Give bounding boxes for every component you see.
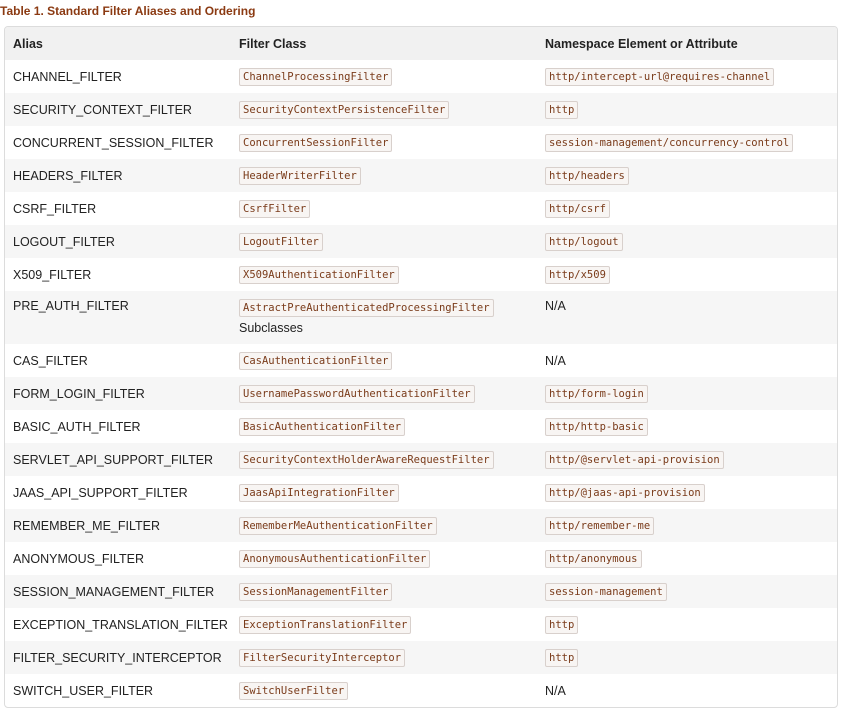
namespace-code: session-management/concurrency-control: [545, 134, 793, 152]
table-row: [5, 608, 837, 641]
filter-class-cell: [231, 192, 537, 225]
namespace-code: http/remember-me: [545, 517, 654, 535]
filter-class-code: CasAuthenticationFilter: [239, 352, 392, 370]
filter-class-cell: [231, 291, 537, 344]
alias-text: LOGOUT_FILTER: [13, 234, 115, 249]
alias-text: ANONYMOUS_FILTER: [13, 551, 145, 566]
alias-text: FORM_LOGIN_FILTER: [13, 386, 145, 401]
namespace-code: http/anonymous: [545, 550, 642, 568]
namespace-cell: [537, 641, 837, 674]
alias-cell: [5, 575, 231, 608]
table-row: [5, 258, 837, 291]
alias-cell: [5, 93, 231, 126]
namespace-cell: [537, 291, 837, 344]
alias-cell: [5, 126, 231, 159]
namespace-code: http/csrf: [545, 200, 610, 218]
filter-class-code: HeaderWriterFilter: [239, 167, 361, 185]
alias-text: SWITCH_USER_FILTER: [13, 683, 154, 698]
filter-class-code: X509AuthenticationFilter: [239, 266, 399, 284]
namespace-cell: [537, 159, 837, 192]
alias-text: PRE_AUTH_FILTER: [13, 299, 129, 313]
filter-class-cell: [231, 126, 537, 159]
filter-class-code: BasicAuthenticationFilter: [239, 418, 405, 436]
filter-class-cell: [231, 225, 537, 258]
alias-cell: [5, 608, 231, 641]
alias-text: HEADERS_FILTER: [13, 168, 123, 183]
alias-text: SECURITY_CONTEXT_FILTER: [13, 102, 192, 117]
alias-cell: [5, 410, 231, 443]
table-row: [5, 291, 837, 344]
table-row: [5, 509, 837, 542]
filter-class-cell: [231, 60, 537, 93]
namespace-cell: [537, 509, 837, 542]
alias-text: BASIC_AUTH_FILTER: [13, 419, 141, 434]
table-row: [5, 60, 837, 93]
column-header-alias: Alias: [5, 27, 231, 60]
namespace-code: http/@jaas-api-provision: [545, 484, 705, 502]
table-header-row: [5, 27, 837, 60]
alias-text: CHANNEL_FILTER: [13, 69, 122, 84]
namespace-code: http: [545, 616, 578, 634]
table-row: [5, 225, 837, 258]
table-body: [5, 60, 837, 707]
filter-class-cell: [231, 476, 537, 509]
column-header-namespace: Namespace Element or Attribute: [537, 27, 837, 60]
filter-class-cell: [231, 674, 537, 707]
filter-class-code: SecurityContextHolderAwareRequestFilter: [239, 451, 494, 469]
namespace-cell: [537, 225, 837, 258]
filter-class-code: SecurityContextPersistenceFilter: [239, 101, 449, 119]
filter-class-cell: [231, 258, 537, 291]
filter-class-cell: [231, 542, 537, 575]
filter-class-cell: [231, 443, 537, 476]
filter-class-code: ExceptionTranslationFilter: [239, 616, 411, 634]
alias-cell: [5, 159, 231, 192]
table-row: [5, 476, 837, 509]
namespace-cell: [537, 443, 837, 476]
namespace-code: http/@servlet-api-provision: [545, 451, 724, 469]
alias-text: EXCEPTION_TRANSLATION_FILTER: [13, 617, 228, 632]
namespace-cell: [537, 608, 837, 641]
alias-text: SESSION_MANAGEMENT_FILTER: [13, 584, 215, 599]
namespace-cell: [537, 476, 837, 509]
namespace-cell: [537, 377, 837, 410]
namespace-text: N/A: [545, 353, 566, 368]
table-row: [5, 542, 837, 575]
table-row: [5, 159, 837, 192]
table-row: [5, 641, 837, 674]
alias-text: CAS_FILTER: [13, 353, 88, 368]
filter-class-code: LogoutFilter: [239, 233, 323, 251]
alias-cell: [5, 509, 231, 542]
filter-class-code: ChannelProcessingFilter: [239, 68, 392, 86]
namespace-code: http: [545, 101, 578, 119]
alias-cell: [5, 377, 231, 410]
alias-cell: [5, 542, 231, 575]
filter-class-cell: [231, 377, 537, 410]
filter-class-cell: [231, 608, 537, 641]
filter-class-code: AstractPreAuthenticatedProcessingFilter: [239, 299, 494, 317]
namespace-text: N/A: [545, 683, 566, 698]
namespace-code: http/x509: [545, 266, 610, 284]
alias-text: FILTER_SECURITY_INTERCEPTOR: [13, 650, 222, 665]
table-row: [5, 674, 837, 707]
namespace-code: session-management: [545, 583, 667, 601]
alias-cell: [5, 225, 231, 258]
namespace-cell: [537, 192, 837, 225]
table-caption: Table 1. Standard Filter Aliases and Ordering: [0, 4, 256, 18]
alias-text: SERVLET_API_SUPPORT_FILTER: [13, 452, 214, 467]
namespace-cell: [537, 575, 837, 608]
filter-class-cell: [231, 344, 537, 377]
alias-text: X509_FILTER: [13, 267, 92, 282]
alias-text: REMEMBER_ME_FILTER: [13, 518, 161, 533]
alias-cell: [5, 641, 231, 674]
filter-class-code: ConcurrentSessionFilter: [239, 134, 392, 152]
alias-cell: [5, 60, 231, 93]
namespace-cell: [537, 258, 837, 291]
namespace-code: http/logout: [545, 233, 623, 251]
filter-table-container: [4, 26, 838, 708]
filter-class-cell: [231, 159, 537, 192]
filter-class-code: UsernamePasswordAuthenticationFilter: [239, 385, 475, 403]
filter-class-code: SwitchUserFilter: [239, 682, 348, 700]
filter-table: [5, 27, 837, 707]
alias-cell: [5, 258, 231, 291]
filter-class-code: SessionManagementFilter: [239, 583, 392, 601]
table-row: [5, 93, 837, 126]
namespace-code: http/intercept-url@requires-channel: [545, 68, 774, 86]
namespace-cell: [537, 344, 837, 377]
namespace-cell: [537, 410, 837, 443]
table-row: [5, 192, 837, 225]
namespace-cell: [537, 60, 837, 93]
namespace-cell: [537, 674, 837, 707]
filter-class-code: RememberMeAuthenticationFilter: [239, 517, 437, 535]
filter-class-cell: [231, 410, 537, 443]
alias-cell: [5, 443, 231, 476]
alias-cell: [5, 344, 231, 377]
table-row: [5, 344, 837, 377]
table-row: [5, 575, 837, 608]
filter-class-cell: [231, 575, 537, 608]
alias-cell: [5, 674, 231, 707]
namespace-code: http/http-basic: [545, 418, 648, 436]
namespace-cell: [537, 93, 837, 126]
alias-cell: [5, 192, 231, 225]
alias-cell: [5, 476, 231, 509]
namespace-cell: [537, 542, 837, 575]
namespace-code: http/headers: [545, 167, 629, 185]
filter-class-code: CsrfFilter: [239, 200, 310, 218]
filter-class-cell: [231, 93, 537, 126]
filter-class-cell: [231, 509, 537, 542]
table-row: [5, 443, 837, 476]
alias-text: CSRF_FILTER: [13, 201, 97, 216]
filter-class-code: FilterSecurityInterceptor: [239, 649, 405, 667]
alias-text: CONCURRENT_SESSION_FILTER: [13, 135, 214, 150]
namespace-code: http/form-login: [545, 385, 648, 403]
filter-class-code: JaasApiIntegrationFilter: [239, 484, 399, 502]
table-row: [5, 410, 837, 443]
filter-class-cell: [231, 641, 537, 674]
alias-text: JAAS_API_SUPPORT_FILTER: [13, 485, 188, 500]
filter-class-code: AnonymousAuthenticationFilter: [239, 550, 430, 568]
table-row: [5, 126, 837, 159]
namespace-text: N/A: [545, 299, 566, 313]
alias-cell: [5, 291, 231, 344]
filter-class-suffix: Subclasses: [239, 321, 303, 335]
column-header-filter-class: Filter Class: [231, 27, 537, 60]
namespace-cell: [537, 126, 837, 159]
namespace-code: http: [545, 649, 578, 667]
table-row: [5, 377, 837, 410]
